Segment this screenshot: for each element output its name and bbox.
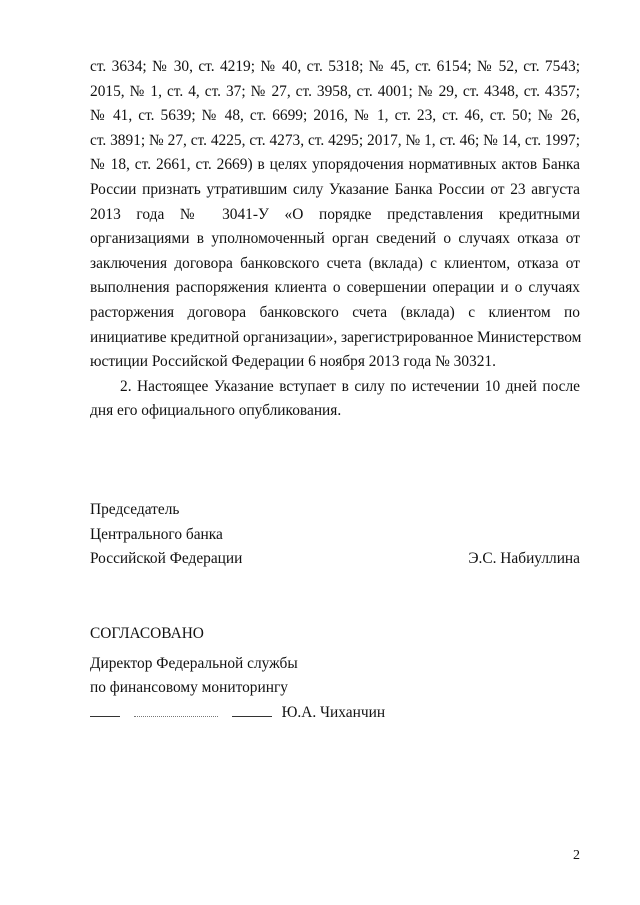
approver-title-line: Директор Федеральной службы [90,654,298,672]
text-line: № 18, ст. 2661, ст. 2669) в целях упорядочения нормативных актов Банка [90,156,580,174]
text-line: инициативе кредитной организации», зарегистрированное Министерством [90,328,582,346]
text-line: расторжения договора банковского счета (вклада) с клиентом по [90,303,580,321]
signer-title-line [90,547,580,572]
signature-block [90,498,580,572]
page-number: 2 [573,848,580,863]
signer-org: Российской Федерации [90,550,243,568]
approver-name: Ю.А. Чиханчин [281,703,386,721]
text-line: 2. Настоящее Указание вступает в силу по истечении 10 дней после [120,377,580,395]
signature-blank [232,702,272,717]
approval-heading: СОГЛАСОВАНО [90,625,204,642]
text-line: России признать утратившим силу Указание Банка России от 23 августа [90,180,580,198]
text-line: 2015, № 1, ст. 4, ст. 37; № 27, ст. 3958, ст. 4001; № 29, ст. 4348, ст. 4357; [90,82,580,100]
text-line: юстиции Российской Федерации 6 ноября 2013 года № 30321. [90,353,496,371]
main-text [90,55,580,424]
signature-blank [90,702,120,717]
text-line: ст. 3634; № 30, ст. 4219; № 40, ст. 5318; № 45, ст. 6154; № 52, ст. 7543; [90,58,580,75]
approval-block [90,622,580,725]
approver-sign-line [90,701,580,726]
text-line: выполнения распоряжения клиента о совершении операции и о случаях [90,279,580,297]
text-line: 2013 года № 3041-У «О порядке представления кредитными [90,205,580,223]
text-line: дня его официального опубликования. [90,402,342,420]
signer-name: Э.С. Набиуллина [468,550,580,568]
signature-blank [134,702,218,717]
text-line: ст. 3891; № 27, ст. 4225, ст. 4273, ст. 4295; 2017, № 1, ст. 46; № 14, ст. 1997; [90,131,580,149]
approver-title-line: по финансовому мониторингу [90,679,288,697]
text-line: организациями в уполномоченный орган сведений о случаях отказа от [90,230,580,248]
signer-title-line: Председатель [90,501,180,518]
signer-title-line: Центрального банка [90,525,223,543]
text-line: № 41, ст. 5639; № 48, ст. 6699; 2016, № 1, ст. 23, ст. 46, ст. 50; № 26, [90,107,580,125]
text-line: заключения договора банковского счета (вклада) с клиентом, отказа от [90,254,580,272]
